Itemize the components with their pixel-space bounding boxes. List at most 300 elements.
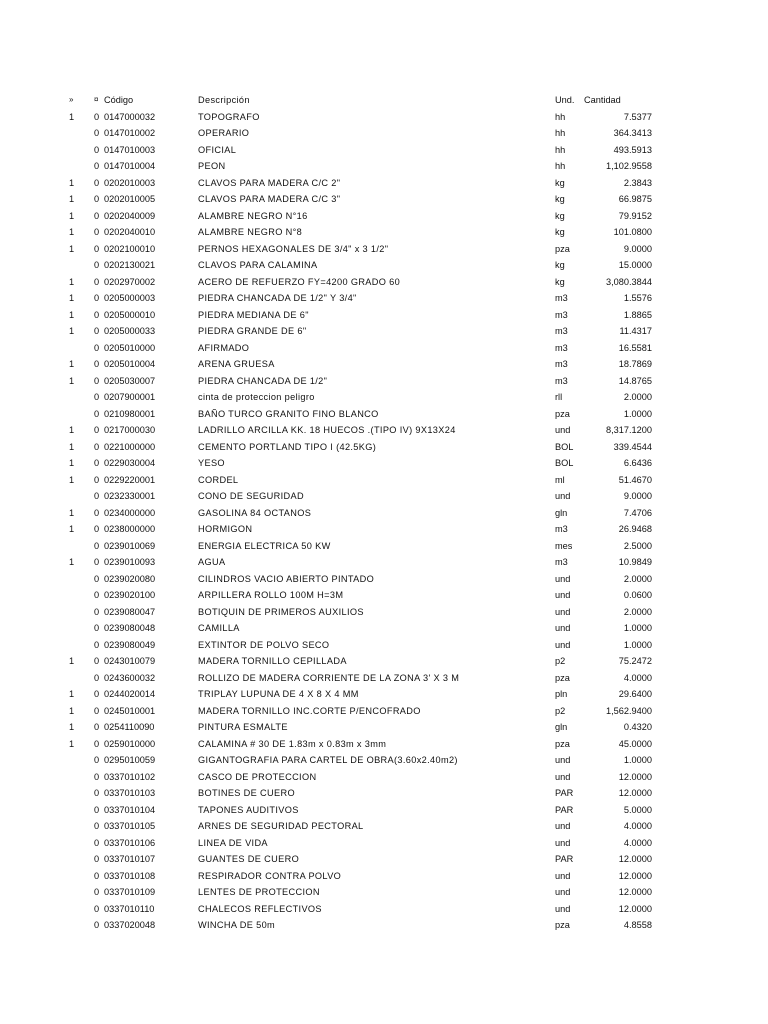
row-description: ARENA GRUESA [198,359,275,369]
row-code: 0205000003 [104,293,156,303]
row-unit: und [555,887,571,897]
row-level: 0 [94,309,100,320]
row-quantity: 6.6436 [623,458,652,468]
row-code: 0205000033 [104,326,156,336]
row-code: 0239020100 [104,590,156,600]
row-quantity: 2.0000 [623,606,652,617]
row-code: 0205000010 [104,309,156,320]
row-quantity: 1.0000 [623,623,652,633]
row-description: BOTIQUIN DE PRIMEROS AUXILIOS [198,606,364,617]
row-code: 0238000000 [104,524,156,534]
row-quantity: 79.9152 [618,210,652,221]
row-code: 0243600032 [104,672,156,683]
row-level: 0 [94,854,100,864]
row-quantity: 4.0000 [623,837,652,848]
row-unit: und [555,771,571,782]
row-quantity: 2.0000 [623,573,652,584]
row-description: CEMENTO PORTLAND TIPO I (42.5KG) [198,441,377,452]
row-quantity: 2.0000 [623,392,652,402]
row-quantity: 1,562.9400 [606,705,652,716]
row-quantity: 75.2472 [618,656,652,666]
row-description: PINTURA ESMALTE [198,722,288,732]
row-flag: 1 [69,458,75,468]
table-row [0,455,768,472]
header-unit: Und. [555,95,575,105]
row-unit: pza [555,243,570,254]
row-code: 0202040010 [104,227,156,237]
row-unit: kg [555,227,565,237]
table-row [0,208,768,225]
table-row [0,620,768,637]
row-code: 0210980001 [104,408,156,419]
row-unit: und [555,639,571,650]
row-quantity: 8,317.1200 [606,425,652,435]
row-unit: BOL [555,458,574,468]
row-description: TOPOGRAFO [198,111,260,122]
row-unit: PAR [555,804,574,815]
row-flag: 1 [69,309,75,320]
row-level: 0 [94,392,100,402]
row-code: 0254110090 [104,722,155,732]
row-unit: pza [555,672,570,683]
row-flag: 1 [69,474,75,485]
row-unit: gln [555,507,568,518]
row-quantity: 12.0000 [618,788,652,798]
row-level: 0 [94,755,100,765]
row-flag: 1 [69,227,75,237]
table-row [0,917,768,934]
row-flag: 1 [69,359,75,369]
row-description: ALAMBRE NEGRO N°16 [198,210,308,221]
row-level: 0 [94,656,100,666]
row-unit: kg [555,194,565,204]
row-description: CAMILLA [198,623,240,633]
row-code: 0337010110 [104,903,155,914]
row-unit: pza [555,920,570,930]
table-row [0,472,768,489]
row-description: WINCHA DE 50m [198,920,276,930]
row-unit: und [555,755,571,765]
row-unit: mes [555,540,573,551]
row-unit: PAR [555,854,574,864]
row-quantity: 0.4320 [623,722,652,732]
row-code: 0207900001 [104,392,156,402]
table-row [0,488,768,505]
table-row [0,373,768,390]
row-unit: und [555,870,571,881]
table-row [0,785,768,802]
row-unit: pza [555,408,570,419]
table-row [0,439,768,456]
row-quantity: 16.5581 [618,342,652,353]
row-unit: m3 [555,326,568,336]
materials-table [0,92,768,934]
row-description: HORMIGON [198,524,253,534]
row-code: 0202970002 [104,276,156,287]
row-description: PIEDRA MEDIANA DE 6" [198,309,309,320]
row-unit: m3 [555,375,568,386]
row-quantity: 1.8865 [623,309,652,320]
row-quantity: 29.6400 [618,689,652,699]
row-description: ALAMBRE NEGRO N°8 [198,227,303,237]
row-description: CONO DE SEGURIDAD [198,491,305,501]
row-level: 0 [94,903,100,914]
row-code: 0229030004 [104,458,156,468]
table-row [0,257,768,274]
row-code: 0337010108 [104,870,156,881]
row-flag: 1 [69,177,75,188]
row-unit: gln [555,722,568,732]
row-description: cinta de proteccion peligro [198,392,315,402]
row-flag: 1 [69,276,75,287]
row-description: ARNES DE SEGURIDAD PECTORAL [198,821,364,831]
row-quantity: 1.0000 [623,408,652,419]
row-flag: 1 [69,705,75,716]
row-code: 0337010104 [104,804,156,815]
row-code: 0337010109 [104,887,156,897]
row-quantity: 66.9875 [618,194,652,204]
row-description: OFICIAL [198,144,237,155]
row-code: 0202100010 [104,243,156,254]
row-flag: 1 [69,557,75,567]
table-row [0,884,768,901]
row-code: 0217000030 [104,425,156,435]
row-quantity: 18.7869 [618,359,652,369]
row-flag: 1 [69,425,75,435]
row-code: 0337020048 [104,920,156,930]
row-unit: BOL [555,441,574,452]
row-unit: kg [555,276,565,287]
row-quantity: 493.5913 [613,144,652,155]
row-level: 0 [94,359,100,369]
row-description: BAÑO TURCO GRANITO FINO BLANCO [198,408,379,419]
row-quantity: 9.0000 [623,243,652,254]
row-code: 0147000032 [104,111,156,122]
row-quantity: 4.8558 [623,920,652,930]
row-level: 0 [94,771,100,782]
row-level: 0 [94,557,100,567]
row-code: 0202040009 [104,210,156,221]
row-unit: m3 [555,342,568,353]
row-unit: hh [555,161,566,171]
row-flag: 1 [69,656,75,666]
row-description: AGUA [198,557,226,567]
row-level: 0 [94,540,100,551]
row-level: 0 [94,194,100,204]
row-level: 0 [94,524,100,534]
row-quantity: 12.0000 [618,903,652,914]
row-flag: 1 [69,507,75,518]
row-flag: 1 [69,326,75,336]
table-row [0,389,768,406]
row-unit: pln [555,689,568,699]
row-description: PEON [198,161,226,171]
row-level: 0 [94,887,100,897]
row-level: 0 [94,243,100,254]
row-level: 0 [94,639,100,650]
row-code: 0205030007 [104,375,156,386]
row-level: 0 [94,342,100,353]
row-code: 0259010000 [104,738,156,749]
table-row [0,653,768,670]
table-row [0,587,768,604]
row-unit: m3 [555,524,568,534]
row-description: CLAVOS PARA CALAMINA [198,260,318,270]
row-quantity: 7.5377 [623,111,652,122]
row-level: 0 [94,276,100,287]
row-code: 0244020014 [104,689,156,699]
table-row [0,109,768,126]
row-code: 0239080048 [104,623,156,633]
row-level: 0 [94,788,100,798]
row-description: PIEDRA CHANCADA DE 1/2" [198,375,328,386]
table-row [0,406,768,423]
row-code: 0239020080 [104,573,156,584]
row-quantity: 339.4544 [613,441,652,452]
row-quantity: 1.5576 [623,293,652,303]
row-unit: und [555,425,571,435]
row-flag: 1 [69,375,75,386]
row-flag: 1 [69,293,75,303]
row-quantity: 51.4670 [618,474,652,485]
row-quantity: 2.5000 [623,540,652,551]
table-row [0,422,768,439]
row-quantity: 364.3413 [613,128,652,138]
row-level: 0 [94,672,100,683]
row-unit: und [555,837,571,848]
row-description: LINEA DE VIDA [198,837,268,848]
row-code: 0234000000 [104,507,156,518]
row-quantity: 10.9849 [618,557,652,567]
row-unit: m3 [555,293,568,303]
row-description: AFIRMADO [198,342,250,353]
row-description: CALAMINA # 30 DE 1.83m x 0.83m x 3mm [198,738,387,749]
row-code: 0337010105 [104,821,156,831]
table-row [0,307,768,324]
table-row [0,125,768,142]
row-code: 0337010102 [104,771,156,782]
table-row [0,538,768,555]
row-description: MADERA TORNILLO CEPILLADA [198,656,347,666]
table-row [0,323,768,340]
row-description: CORDEL [198,474,239,485]
row-unit: PAR [555,788,574,798]
row-unit: und [555,590,571,600]
row-quantity: 12.0000 [618,771,652,782]
row-code: 0239080047 [104,606,156,617]
header-quantity: Cantidad [584,95,621,105]
row-level: 0 [94,408,100,419]
table-row [0,851,768,868]
row-description: CILINDROS VACIO ABIERTO PINTADO [198,573,375,584]
row-unit: und [555,491,571,501]
row-description: PIEDRA CHANCADA DE 1/2" Y 3/4" [198,293,357,303]
table-row [0,752,768,769]
row-quantity: 12.0000 [618,887,652,897]
row-quantity: 1.0000 [623,639,652,650]
row-description: YESO [198,458,225,468]
row-level: 0 [94,722,100,732]
row-level: 0 [94,227,100,237]
row-flag: 1 [69,111,75,122]
row-flag: 1 [69,722,75,732]
table-row [0,637,768,654]
row-level: 0 [94,458,100,468]
row-description: OPERARIO [198,128,250,138]
table-row [0,521,768,538]
row-description: GASOLINA 84 OCTANOS [198,507,312,518]
table-row [0,274,768,291]
row-description: LENTES DE PROTECCION [198,887,320,897]
row-level: 0 [94,837,100,848]
row-description: CLAVOS PARA MADERA C/C 2" [198,177,341,188]
row-description: ACERO DE REFUERZO FY=4200 GRADO 60 [198,276,401,287]
row-description: ARPILLERA ROLLO 100M H=3M [198,590,344,600]
row-unit: und [555,903,571,914]
row-level: 0 [94,326,100,336]
row-quantity: 12.0000 [618,870,652,881]
row-flag: 1 [69,738,75,749]
row-unit: kg [555,177,565,188]
row-code: 0202130021 [104,260,156,270]
row-level: 0 [94,920,100,930]
row-quantity: 7.4706 [623,507,652,518]
row-quantity: 45.0000 [618,738,652,749]
table-row [0,571,768,588]
row-code: 0147010003 [104,144,156,155]
row-description: BOTINES DE CUERO [198,788,295,798]
row-code: 0232330001 [104,491,156,501]
row-unit: kg [555,210,565,221]
row-unit: p2 [555,705,566,716]
row-quantity: 1,102.9558 [606,161,652,171]
table-row [0,703,768,720]
table-row [0,901,768,918]
row-quantity: 2.3843 [623,177,652,188]
row-level: 0 [94,606,100,617]
row-level: 0 [94,161,100,171]
row-level: 0 [94,738,100,749]
row-code: 0337010103 [104,788,156,798]
row-unit: p2 [555,656,566,666]
row-quantity: 3,080.3844 [606,276,652,287]
row-description: PIEDRA GRANDE DE 6" [198,326,307,336]
table-row [0,802,768,819]
row-code: 0337010107 [104,854,156,864]
table-row [0,719,768,736]
row-level: 0 [94,804,100,815]
row-level: 0 [94,623,100,633]
row-description: RESPIRADOR CONTRA POLVO [198,870,342,881]
row-description: EXTINTOR DE POLVO SECO [198,639,330,650]
row-flag: 1 [69,210,75,221]
row-description: ROLLIZO DE MADERA CORRIENTE DE LA ZONA 3' X 3 M [198,672,460,683]
row-code: 0229220001 [104,474,156,485]
row-level: 0 [94,128,100,138]
row-unit: ml [555,474,565,485]
row-code: 0239010069 [104,540,156,551]
row-level: 0 [94,870,100,881]
table-row [0,241,768,258]
table-row [0,835,768,852]
row-unit: hh [555,111,566,122]
row-unit: kg [555,260,565,270]
header-description: Descripción [198,95,250,105]
row-level: 0 [94,491,100,501]
row-code: 0205010000 [104,342,156,353]
table-header [0,92,768,109]
row-description: CLAVOS PARA MADERA C/C 3" [198,194,341,204]
row-quantity: 4.0000 [623,672,652,683]
row-level: 0 [94,293,100,303]
row-flag: 1 [69,441,75,452]
row-quantity: 12.0000 [618,854,652,864]
row-code: 0202010003 [104,177,156,188]
row-level: 0 [94,474,100,485]
row-description: GIGANTOGRAFIA PARA CARTEL DE OBRA(3.60x2.40m2) [198,755,458,765]
row-unit: und [555,606,571,617]
row-unit: hh [555,128,566,138]
table-row [0,670,768,687]
row-quantity: 4.0000 [623,821,652,831]
row-unit: hh [555,144,566,155]
row-flag: 1 [69,689,75,699]
table-row [0,142,768,159]
row-code: 0202010005 [104,194,156,204]
row-flag: 1 [69,194,75,204]
table-row [0,340,768,357]
row-quantity: 11.4317 [619,326,652,336]
table-row [0,686,768,703]
header-code: Código [104,95,134,105]
row-code: 0147010004 [104,161,156,171]
table-row [0,818,768,835]
row-description: TRIPLAY LUPUNA DE 4 X 8 X 4 MM [198,689,359,699]
row-quantity: 26.9468 [618,524,652,534]
row-level: 0 [94,260,100,270]
row-description: ENERGIA ELECTRICA 50 KW [198,540,331,551]
row-unit: pza [555,738,570,749]
row-description: CASCO DE PROTECCION [198,771,317,782]
row-code: 0221000000 [104,441,156,452]
row-unit: und [555,623,571,633]
row-code: 0239010093 [104,557,156,567]
row-quantity: 1.0000 [623,755,652,765]
row-quantity: 9.0000 [623,491,652,501]
row-level: 0 [94,507,100,518]
row-level: 0 [94,705,100,716]
row-unit: rll [555,392,563,402]
table-row [0,224,768,241]
row-code: 0239080049 [104,639,156,650]
table-row [0,769,768,786]
row-level: 0 [94,144,100,155]
row-level: 0 [94,375,100,386]
row-description: LADRILLO ARCILLA KK. 18 HUECOS .(TIPO IV) 9X13X24 [198,425,456,435]
row-level: 0 [94,689,100,699]
row-unit: m3 [555,557,568,567]
header-mark: ¤ [94,95,99,104]
row-code: 0205010004 [104,359,156,369]
row-description: PERNOS HEXAGONALES DE 3/4" x 3 1/2" [198,243,389,254]
row-level: 0 [94,425,100,435]
table-row [0,158,768,175]
table-row [0,175,768,192]
table-row [0,290,768,307]
table-row [0,736,768,753]
row-quantity: 14.8765 [618,375,652,386]
row-code: 0147010002 [104,128,156,138]
